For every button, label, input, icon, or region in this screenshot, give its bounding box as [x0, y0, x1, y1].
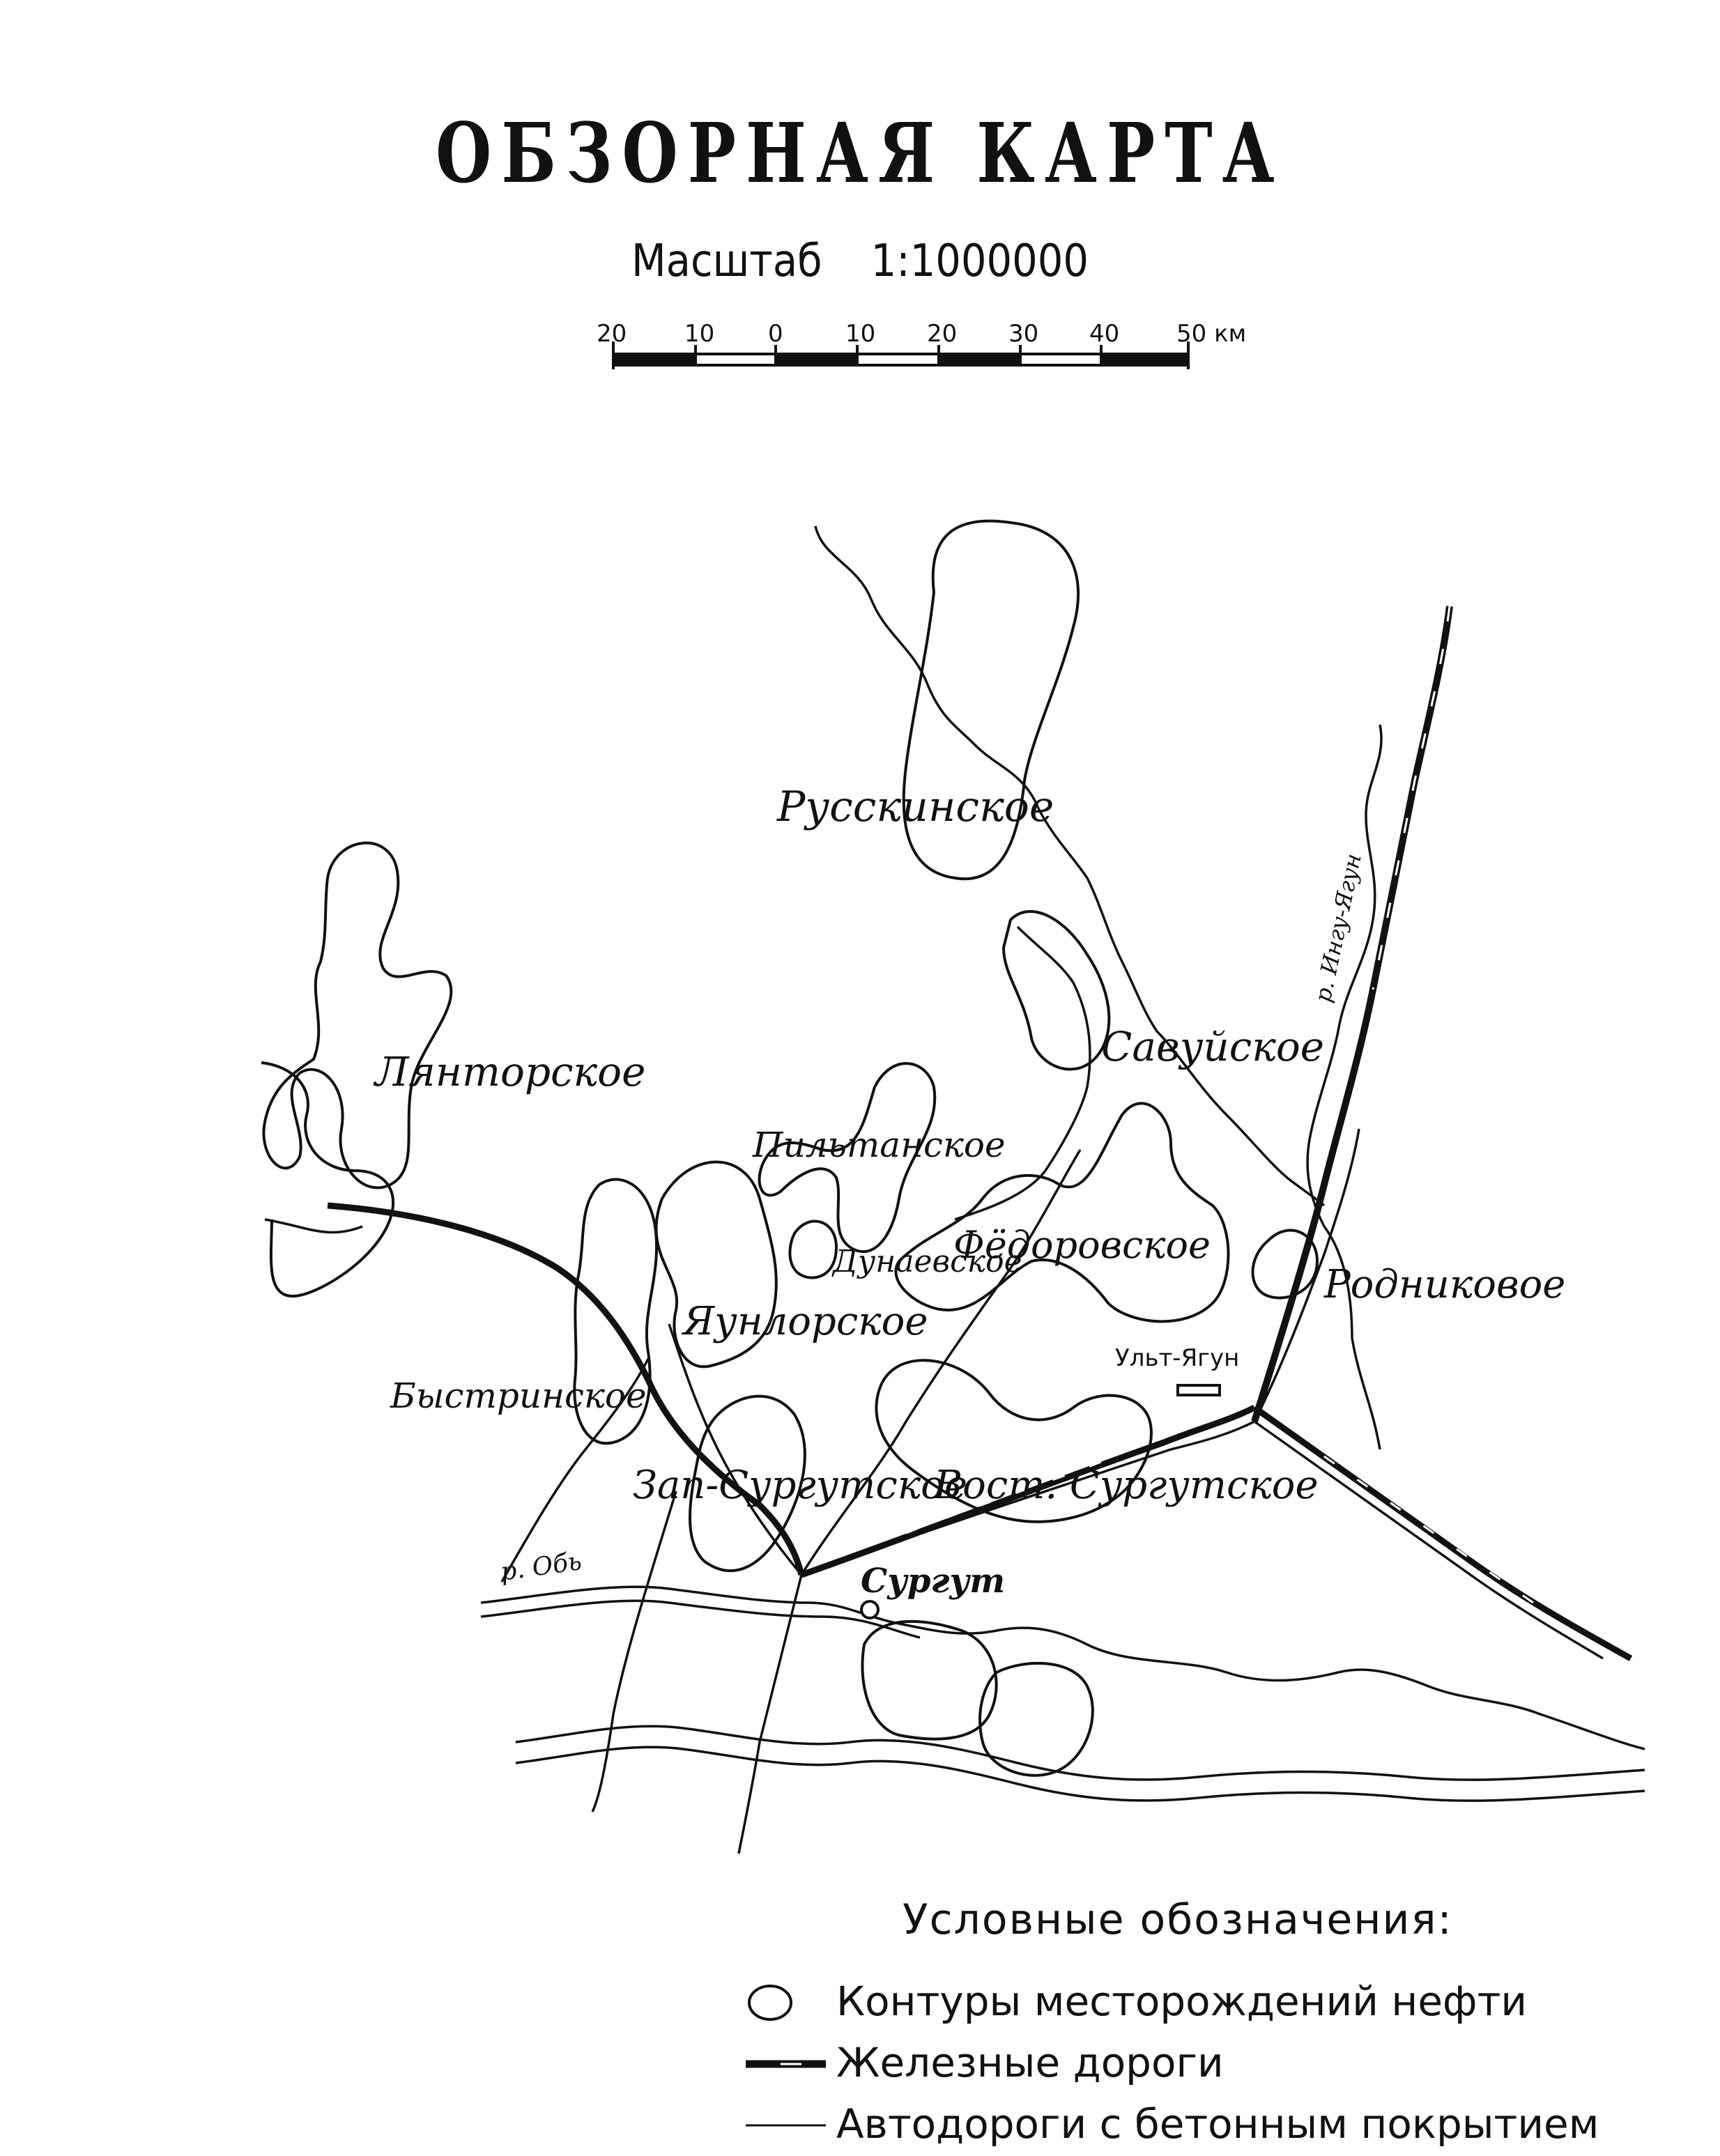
road-se	[1254, 1422, 1603, 1658]
scale-ratio: 1:1000000	[870, 236, 1089, 287]
label-surgut: Сургут	[861, 1562, 1005, 1601]
legend-item-road	[739, 2095, 1645, 2156]
road-sw-long	[592, 1491, 676, 1812]
oilfield-contour-icon	[739, 1972, 829, 2033]
label-rodnikovoe: Родниковое	[1324, 1262, 1566, 1307]
road-south	[739, 1575, 801, 1854]
legend-item-contour	[739, 1972, 1645, 2033]
scale-tick: 0	[768, 320, 783, 348]
river-ob-lower-2	[516, 1747, 1645, 1801]
legend-title: Условные обозначения:	[903, 1895, 1453, 1944]
scale-tick: 50 км	[1176, 320, 1247, 348]
surgut-marker	[861, 1601, 878, 1618]
scale-word: Масштаб	[631, 236, 822, 287]
scale-tick: 10	[684, 320, 715, 348]
ult-yagun-marker	[1178, 1385, 1220, 1395]
scale-tick: 10	[845, 320, 876, 348]
legend-label: Контуры месторождений нефти	[836, 1978, 1528, 2025]
scale-tick: 20	[597, 320, 627, 348]
road-icon	[739, 2095, 829, 2156]
river-west	[265, 1219, 362, 1233]
label-fedorovskoe: Фёдоровское	[953, 1223, 1211, 1267]
railway-se	[1254, 1408, 1631, 1658]
contour-far-west	[261, 1063, 393, 1296]
label-pilyatanskoe: Пильтанское	[753, 1125, 1006, 1165]
river-ob-south	[481, 1601, 920, 1638]
label-river-inguyagun: р. Ингу-Ягун	[1309, 851, 1367, 1005]
scale-tick: 20	[927, 320, 958, 348]
legend-label: Автодороги с бетонным покрытием	[836, 2100, 1599, 2148]
contour-savuiskoe	[1004, 911, 1109, 1069]
river-north	[815, 526, 1324, 1206]
label-bystrinskoe: Быстринское	[390, 1376, 647, 1416]
contour-lyantorskoe	[263, 843, 451, 1188]
scale-bar	[597, 320, 1246, 369]
label-savuiskoe: Савуйское	[1101, 1023, 1325, 1070]
legend-item-railway	[739, 2033, 1645, 2095]
map-title: ОБЗОРНАЯ КАРТА	[436, 105, 1284, 201]
label-lyantorskoe: Лянторское	[375, 1048, 646, 1095]
scale-tick: 30	[1008, 320, 1039, 348]
label-ult-yagun: Ульт-Ягун	[1115, 1344, 1240, 1372]
label-river-ob: р. Обь	[498, 1547, 584, 1587]
label-zap-surgutskoe: Зап-Сургутское	[633, 1463, 967, 1508]
scale-tick: 40	[1089, 320, 1120, 348]
legend-label: Железные дороги	[836, 2039, 1224, 2086]
label-yaunlorskoe: Яунлорское	[683, 1299, 928, 1344]
label-vost-surgutskoe: Вост. Сургутское	[934, 1463, 1319, 1508]
river-rodnikovoe	[1324, 1226, 1380, 1449]
contour-dunaevskoe	[790, 1222, 836, 1278]
railway-icon	[739, 2033, 829, 2095]
label-russkinskoe: Русскинское	[777, 783, 1054, 831]
contour-south-1	[862, 1622, 996, 1739]
legend	[739, 1895, 1645, 2156]
label-dunaevskoe: Дунаевское	[833, 1244, 1022, 1279]
